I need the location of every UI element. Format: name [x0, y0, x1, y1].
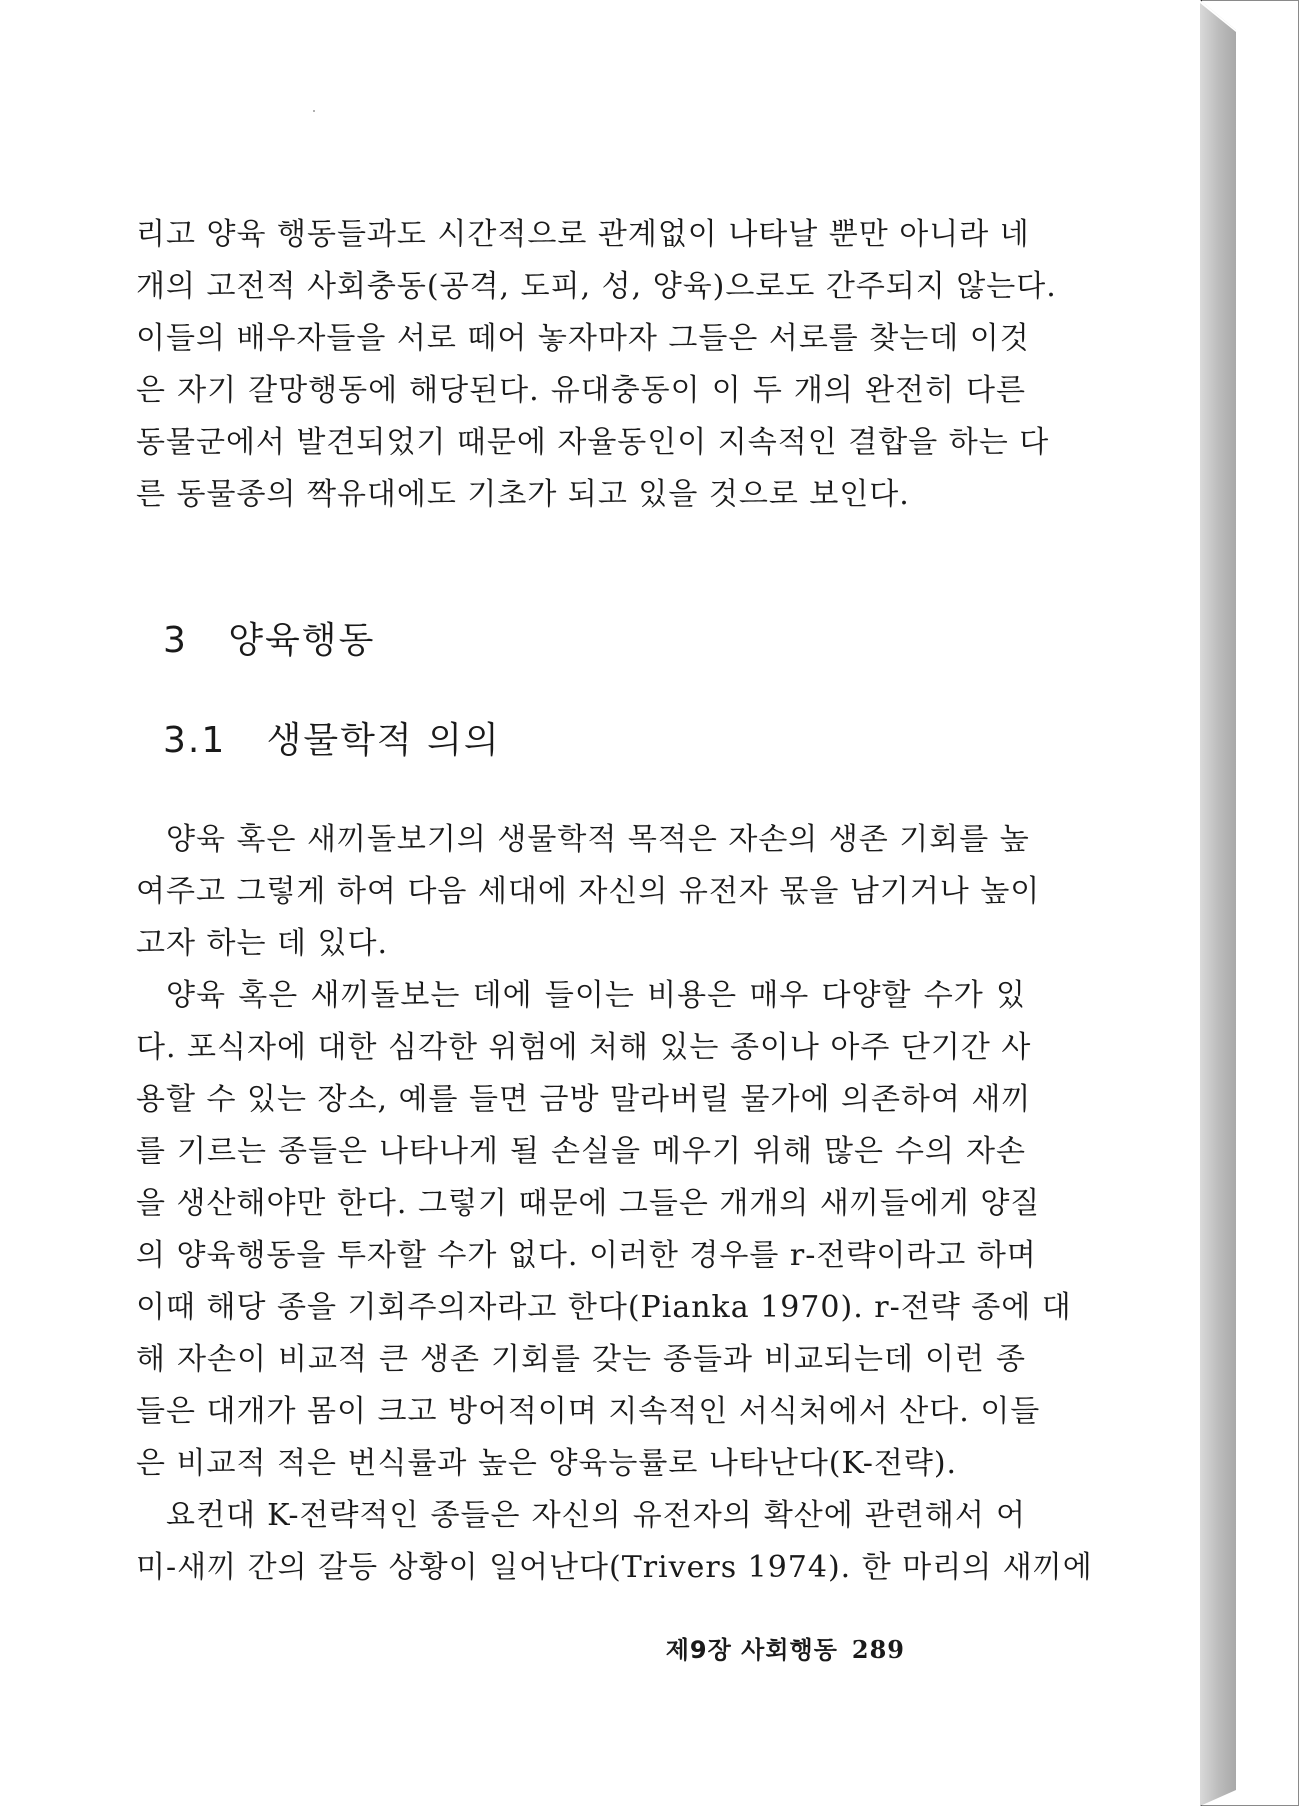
- speck: [313, 110, 315, 112]
- text-line: 요컨대 K-전략적인 종들은 자신의 유전자의 확산에 관련해서 어: [166, 1498, 1026, 1533]
- text-line: 해 자손이 비교적 큰 생존 기회를 갖는 종들과 비교되는데 이런 종: [136, 1342, 1026, 1377]
- section-number: 3: [163, 620, 188, 661]
- paragraph-block-1: [136, 209, 1057, 521]
- text-line: 다. 포식자에 대한 심각한 위험에 처해 있는 종이나 아주 단기간 사: [136, 1030, 1032, 1065]
- section-heading: [163, 612, 375, 663]
- subsection-title: 생물학적 의의: [266, 720, 501, 761]
- text-line: 의 양육행동을 투자할 수가 없다. 이러한 경우를 r-전략이라고 하며: [136, 1238, 1037, 1273]
- text-line: 미-새끼 간의 갈등 상황이 일어난다(Trivers 1974). 한 마리의 새끼에: [136, 1550, 1093, 1585]
- text-line: 은 자기 갈망행동에 해당된다. 유대충동이 이 두 개의 완전히 다른: [136, 373, 1026, 408]
- text-line: 를 기르는 종들은 나타나게 될 손실을 메우기 위해 많은 수의 자손: [136, 1134, 1026, 1169]
- text-line: 른 동물종의 짝유대에도 기초가 되고 있을 것으로 보인다.: [136, 477, 910, 512]
- text-line: 이들의 배우자들을 서로 떼어 놓자마자 그들은 서로를 찾는데 이것: [136, 321, 1030, 356]
- text-line: 양육 혹은 새끼돌보는 데에 들이는 비용은 매우 다양할 수가 있: [166, 978, 1026, 1013]
- text-line: 들은 대개가 몸이 크고 방어적이며 지속적인 서식처에서 산다. 이들: [136, 1394, 1041, 1429]
- text-line: 은 비교적 적은 번식률과 높은 양육능률로 나타난다(K-전략).: [136, 1446, 958, 1481]
- text-line: 을 생산해야만 한다. 그렇기 때문에 그들은 개개의 새끼들에게 양질: [136, 1186, 1041, 1221]
- text-line: 고자 하는 데 있다.: [136, 926, 389, 961]
- section-title: 양육행동: [228, 620, 376, 661]
- page-edge-shadow: [1200, 0, 1236, 1806]
- subsection-heading: [163, 712, 501, 763]
- page-number: 289: [851, 1635, 905, 1664]
- text-line: 용할 수 있는 장소, 예를 들면 금방 말라버릴 물가에 의존하여 새끼: [136, 1082, 1032, 1117]
- text-line: 리고 양육 행동들과도 시간적으로 관계없이 나타날 뿐만 아니라 네: [136, 217, 1030, 252]
- chapter-title: 제9장 사회행동: [665, 1636, 838, 1664]
- text-line: 동물군에서 발견되었기 때문에 자율동인이 지속적인 결합을 하는 다: [136, 425, 1050, 460]
- text-line: 여주고 그렇게 하여 다음 세대에 자신의 유전자 몫을 남기거나 높이: [136, 874, 1041, 909]
- running-footer: [666, 1630, 905, 1665]
- text-line: 이때 해당 종을 기회주의자라고 한다(Pianka 1970). r-전략 종에 대: [136, 1290, 1072, 1325]
- text-line: 양육 혹은 새끼돌보기의 생물학적 목적은 자손의 생존 기회를 높: [166, 822, 1030, 857]
- subsection-number: 3.1: [163, 720, 227, 761]
- text-line: 개의 고전적 사회충동(공격, 도피, 성, 양육)으로도 간주되지 않는다.: [136, 269, 1057, 304]
- paragraph-block-2: [136, 814, 1093, 1594]
